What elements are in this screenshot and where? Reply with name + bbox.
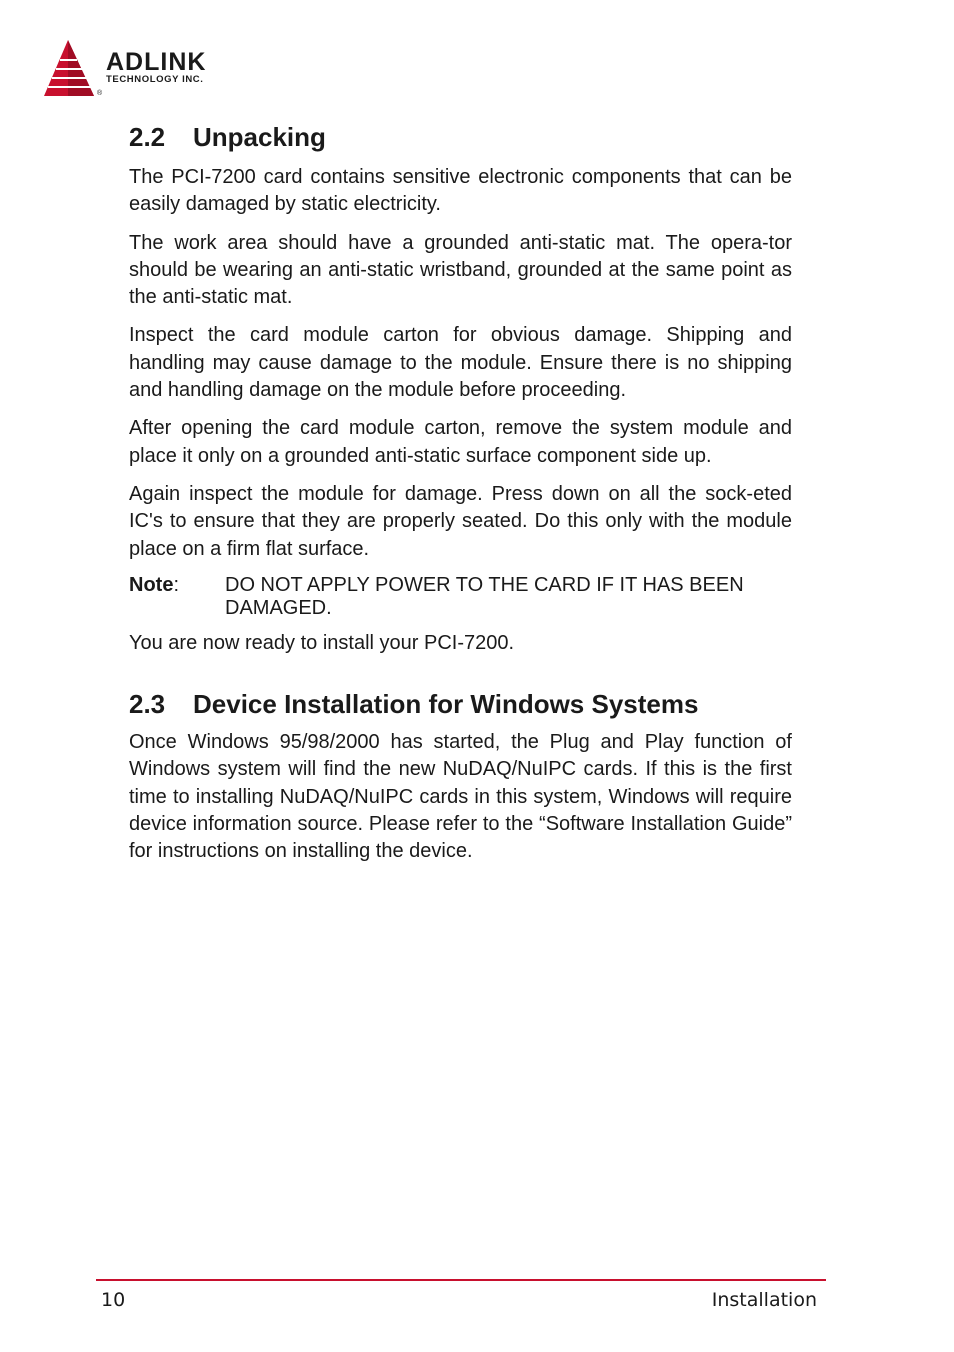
section-heading-device-installation [129,685,792,723]
paragraph: The work area should have a grounded anti-static mat. The opera-tor should be wearing an anti-static wristband, grounded at the same point as the anti-static mat. [129,231,792,309]
section-heading-unpacking [129,118,792,156]
logo-wordmark: ADLINK [106,48,207,76]
section-title: Device Installation for Windows Systems [193,689,699,720]
paragraph: The PCI-7200 card contains sensitive electronic components that can be easily damaged by static electricity. [129,166,792,216]
footer-divider [96,1279,826,1281]
logo-tagline: TECHNOLOGY INC. [106,74,204,85]
adlink-triangle-icon [42,38,103,98]
section-number: 2.3 [129,689,166,720]
note-block [129,574,822,620]
adlink-logo [42,38,242,102]
paragraph: Inspect the card module carton for obvious damage. Shipping and handling may cause damage to the module. Ensure there is no shipping and handling damage on the module before proceeding. [129,324,792,402]
closing-paragraph: You are now ready to install your PCI-7200. [129,631,515,654]
page-content [129,118,792,877]
page-number: 10 [101,1289,126,1311]
paragraph: After opening the card module carton, remove the system module and place it only on a grounded anti-static surface component side up. [129,417,792,467]
section-title: Unpacking [193,122,326,152]
footer-section-name: Installation [711,1289,817,1311]
section-number: 2.2 [129,122,166,152]
note-text: DO NOT APPLY POWER TO THE CARD IF IT HAS BEEN DAMAGED. [225,573,744,619]
note-colon: : [173,573,180,596]
logo-registered-mark: ® [97,90,103,97]
paragraph: Once Windows 95/98/2000 has started, the Plug and Play function of Windows system will find the new NuDAQ/NuIPC cards. If this is the first time to installing NuDAQ/NuIPC cards in this system, Windows will require device information source. Please refer to the “Software Installation Guide” for instructions on installing the device. [129,731,792,863]
note-label: Note [129,573,174,596]
paragraph: Again inspect the module for damage. Press down on all the sock-eted IC's to ensure that they are properly seated. Do this only with the module place on a firm flat surface. [129,482,792,560]
